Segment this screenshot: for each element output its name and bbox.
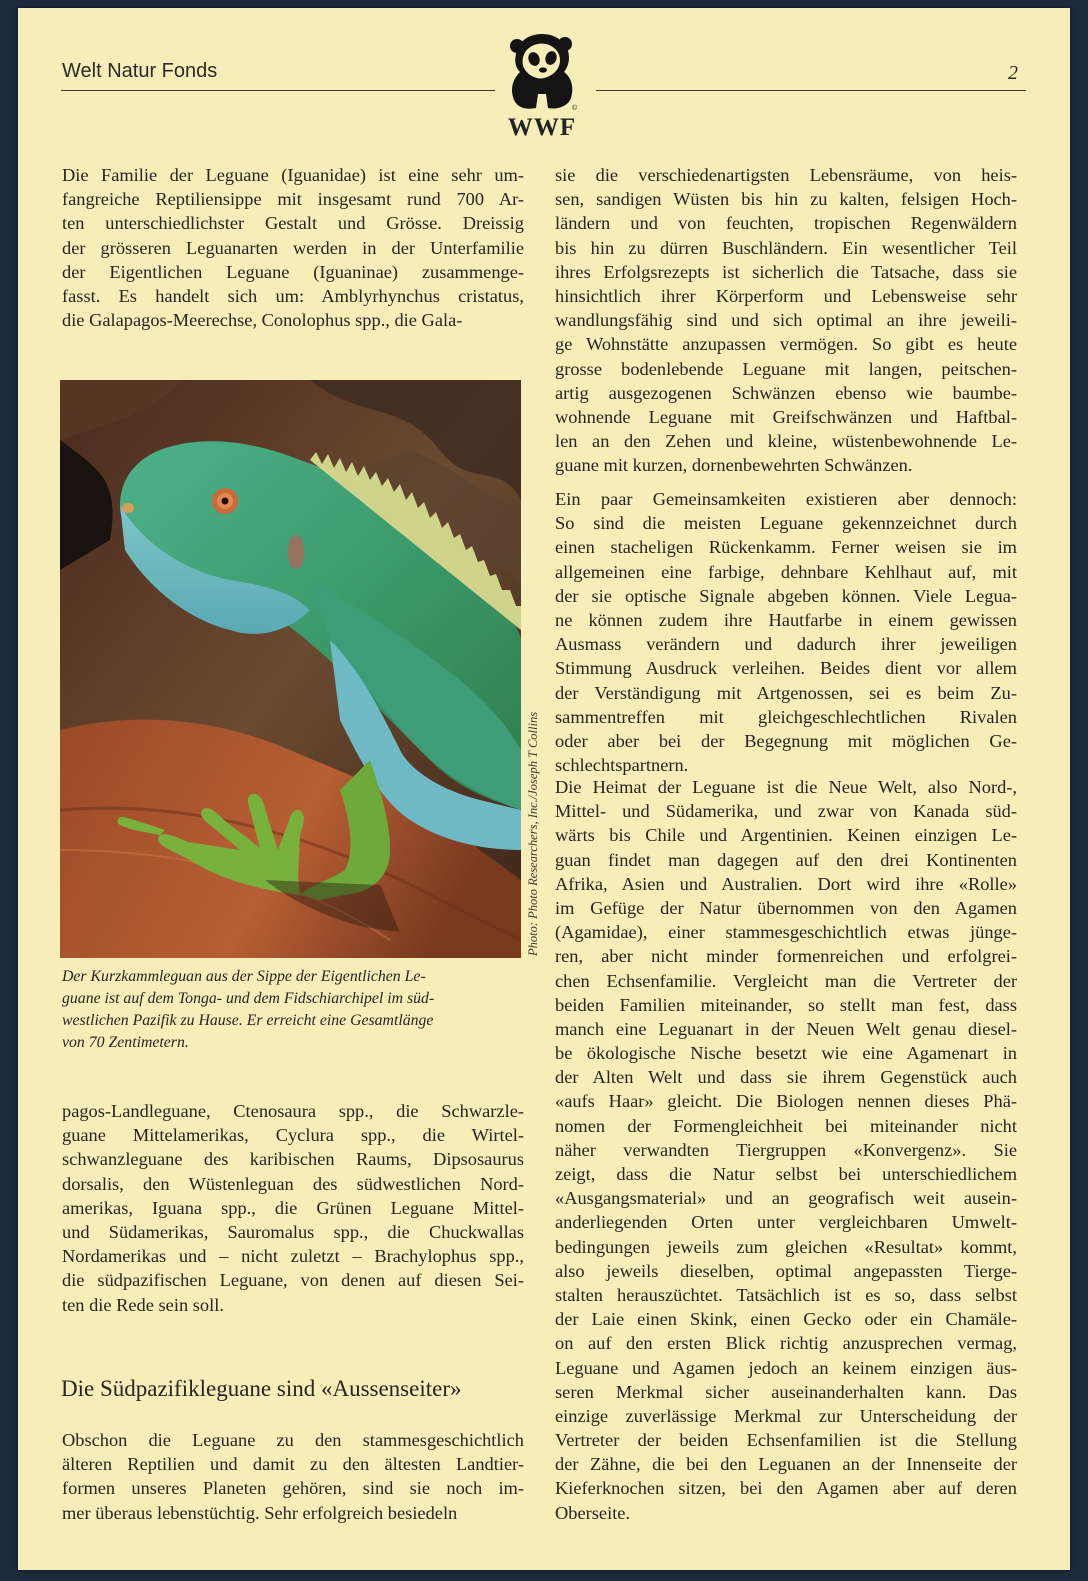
text-line: wärts bis Chile und Argentinien. Keinen einzigen Le- [555, 825, 1017, 846]
text-line: der Eigentlichen Leguane (Iguaninae) zusammenge- [62, 261, 524, 282]
text-line: nomen der Formengleichheit bei miteinander nicht [555, 1115, 1017, 1136]
text-line: «aufs Haar» gleicht. Die Biologen nennen dieses Phä- [555, 1091, 1017, 1112]
text-line: guane Mittelamerikas, Cyclura spp., die Wirtel- [62, 1125, 524, 1146]
text-line: schwanzleguane des karibischen Raums, Dipsosaurus [62, 1149, 524, 1170]
text-line: be ökologische Nische besetzt wie eine Agamenart in [555, 1043, 1017, 1064]
text-line: der Alten Welt und dass sie ihrem Gegenstück auch [555, 1067, 1017, 1088]
text-line: oder aber bei der Begegnung mit möglichen Ge- [555, 730, 1017, 751]
text-line: allgemeinen eine farbige, dehnbare Kehlhaut auf, mit [555, 561, 1017, 582]
text-line: schlechtspartnern. [555, 755, 689, 776]
text-line: einzige zuverlässige Merkmal zur Unterscheidung der [555, 1405, 1017, 1426]
text-line: seren Merkmal sicher auseinanderhalten kann. Das [555, 1381, 1017, 1402]
text-line: bis hin zu dürren Buschländern. Ein wesentlicher Teil [555, 237, 1017, 258]
intro-paragraph [62, 163, 524, 332]
common-traits-paragraph [555, 487, 1017, 777]
wwf-wordmark: WWF [507, 114, 577, 141]
text-line: der Verständigung mit Artgenossen, sei es beim Zu- [555, 682, 1017, 703]
text-line: Afrika, Asien und Australien. Dort wird ihre «Rolle» [555, 873, 1017, 894]
panda-logo-icon [502, 28, 582, 110]
header-rule-right [596, 90, 1026, 91]
species-list-paragraph [62, 1099, 524, 1317]
text-line: zeigt, dass die Natur selbst bei unterschiedlichem [555, 1164, 1017, 1184]
text-line: pagos-Landleguane, Ctenosaura spp., die Schwarzle- [62, 1101, 524, 1121]
text-line: ten unterschiedlichster Gestalt und Grösse. Dreissig [62, 213, 524, 234]
text-line: die südpazifischen Leguane, von denen auf diesen Sei- [62, 1270, 524, 1291]
text-line: ren, aber nicht minder formenreichen und erfolgrei- [555, 946, 1017, 967]
text-line: sammentreffen mit gleichgeschlechtlichen Rivalen [555, 706, 1017, 727]
obschon-paragraph [62, 1428, 524, 1525]
text-line: einen stacheligen Rückenkamm. Ferner weisen sie im [555, 537, 1017, 558]
text-line: beiden Familien miteinander, so stellt man fest, dass [555, 994, 1017, 1015]
text-line: anderliegenden Orten unter vergleichbaren Umwelt- [555, 1212, 1017, 1233]
text-line: also jeweils dieselben, optimal angepassten Tierge- [555, 1260, 1017, 1281]
habitat-paragraph [555, 163, 1017, 477]
text-line: der Laie einen Skink, einen Gecko oder ein Chamäle- [555, 1309, 1017, 1330]
text-line: Nordamerikas und – nicht zuletzt – Brachylophus spp., [62, 1246, 524, 1267]
text-line: und Südamerikas, Sauromalus spp., die Chuckwallas [62, 1221, 524, 1242]
text-line: artig ausgezogenen Schwänzen ebenso wie baumbe- [555, 382, 1017, 403]
homeland-paragraph [555, 775, 1017, 1525]
text-line: formen unseres Planeten gehören, sind sie noch im- [62, 1478, 524, 1499]
text-line: dorsalis, den Wüstenleguan des südwestlichen Nord- [62, 1173, 524, 1194]
text-line: hinsichtlich ihrer Körperform und Lebensweise sehr [555, 285, 1017, 306]
text-line: ge Wohnstätte anzupassen vermögen. So gibt es heute [555, 334, 1017, 355]
text-line: mer überaus lebenstüchtig. Sehr erfolgreich besiedeln [62, 1502, 458, 1523]
text-line: fangreiche Reptiliensippe mit insgesamt rund 700 Ar- [62, 189, 524, 210]
text-line: guane mit kurzen, dornenbewehrten Schwänzen. [555, 455, 913, 476]
text-line: wohnende Leguane mit Greifschwänzen und Haftbal- [555, 406, 1017, 427]
text-line: sie die verschiedenartigsten Lebensräume, von heis- [555, 165, 1017, 185]
text-line: Kieferknochen sitzen, bei den Agamen aber auf deren [555, 1478, 1017, 1499]
text-line: ten die Rede sein soll. [62, 1294, 224, 1315]
text-line: westlichen Pazifik zu Hause. Er erreicht eine Gesamtlänge [62, 1012, 434, 1029]
text-line: die Galapagos-Meerechse, Conolophus spp., die Gala- [62, 310, 463, 331]
text-line: Der Kurzkammleguan aus der Sippe der Eigentlichen Le- [62, 968, 426, 985]
text-line: näher verwandten Tiergruppen «Konvergenz». Sie [555, 1139, 1017, 1160]
text-line: Oberseite. [555, 1502, 631, 1523]
text-line: Die Heimat der Leguane ist die Neue Welt, also Nord-, [555, 777, 1017, 797]
text-line: Die Familie der Leguane (Iguanidae) ist eine sehr um- [62, 165, 524, 185]
text-line: der sie optische Signale abgeben können. Viele Legua- [555, 585, 1017, 606]
text-line: Leguane und Agamen jedoch an keinem einzigen äus- [555, 1357, 1017, 1378]
text-line: ländern und von feuchten, tropischen Regenwäldern [555, 213, 1017, 234]
header-title: Welt Natur Fonds [62, 60, 218, 82]
text-line: Mittel- und Südamerika, und zwar von Kanada süd- [555, 801, 1017, 822]
text-line: von 70 Zentimetern. [62, 1034, 189, 1051]
text-line: manch eine Leguanart in der Neuen Welt genau diesel- [555, 1018, 1017, 1039]
photo-credit: Photo: Photo Researchers, Inc./Joseph T Collins [526, 711, 540, 956]
text-line: fasst. Es handelt sich um: Amblyrhynchus cristatus, [62, 285, 524, 306]
text-line: grosse bodenlebende Leguane mit langen, peitschen- [555, 358, 1017, 379]
photo-caption [62, 966, 532, 1054]
header-rule-left [61, 90, 495, 91]
text-line: wandlungsfähig sind und sich optimal an ihre jeweili- [555, 310, 1017, 331]
text-line: Obschon die Leguane zu den stammesgeschichtlich [62, 1430, 524, 1450]
text-line: on auf den ersten Blick richtig anzusprechen vermag, [555, 1333, 1017, 1354]
text-line: (Agamidae), einer stammesgeschichtlich etwas jünge- [555, 922, 1017, 943]
text-line: Stimmung Ausdruck verleihen. Beides dient vor allem [555, 658, 1017, 679]
registered-mark: © [572, 105, 578, 110]
text-line: ne können zudem ihre Hautfarbe in einem gewissen [555, 609, 1017, 630]
text-line: «Ausgangsmaterial» und an geografisch weit ausein- [555, 1188, 1017, 1209]
text-line: der grösseren Leguanarten werden in der Unterfamilie [62, 237, 524, 258]
text-line: ihres Erfolgsrezepts ist sicherlich die Tatsache, dass sie [555, 261, 1017, 282]
text-line: im Gefüge der Natur übernommen von den Agamen [555, 897, 1017, 918]
text-line: Ausmass verändern und dadurch ihrer jeweiligen [555, 634, 1017, 655]
text-line: stalten herauszüchtet. Tatsächlich ist es so, dass selbst [555, 1284, 1017, 1305]
text-line: chen Echsenfamilie. Vergleicht man die Vertreter der [555, 970, 1017, 991]
text-line: So sind die meisten Leguane gekennzeichnet durch [555, 513, 1017, 534]
text-line: der Zähne, die bei den Leguanen an der Innenseite der [555, 1454, 1017, 1475]
section-heading: Die Südpazifikleguane sind «Aussenseiter» [61, 1376, 462, 1401]
text-line: bedingungen jeweils zum gleichen «Resultat» kommt, [555, 1236, 1017, 1257]
text-line: älteren Reptilien und damit zu den ältesten Landtier- [62, 1454, 524, 1475]
text-line: len an den Zehen und kleine, wüstenbewohnende Le- [555, 431, 1017, 452]
page-number: 2 [1008, 62, 1018, 84]
iguana-photo [60, 380, 521, 958]
text-line: amerikas, Iguana spp., die Grünen Leguane Mittel- [62, 1197, 524, 1218]
text-line: Ein paar Gemeinsamkeiten existieren aber dennoch: [555, 489, 1017, 509]
document-page [18, 8, 1070, 1570]
text-line: guane ist auf dem Tonga- und dem Fidschiarchipel im süd- [62, 990, 435, 1007]
text-line: sen, sandigen Wüsten bis hin zu kalten, felsigen Hoch- [555, 189, 1017, 210]
text-line: guan findet man dagegen auf den drei Kontinenten [555, 849, 1017, 870]
text-line: Vertreter der beiden Echsenfamilien ist die Stellung [555, 1430, 1017, 1451]
